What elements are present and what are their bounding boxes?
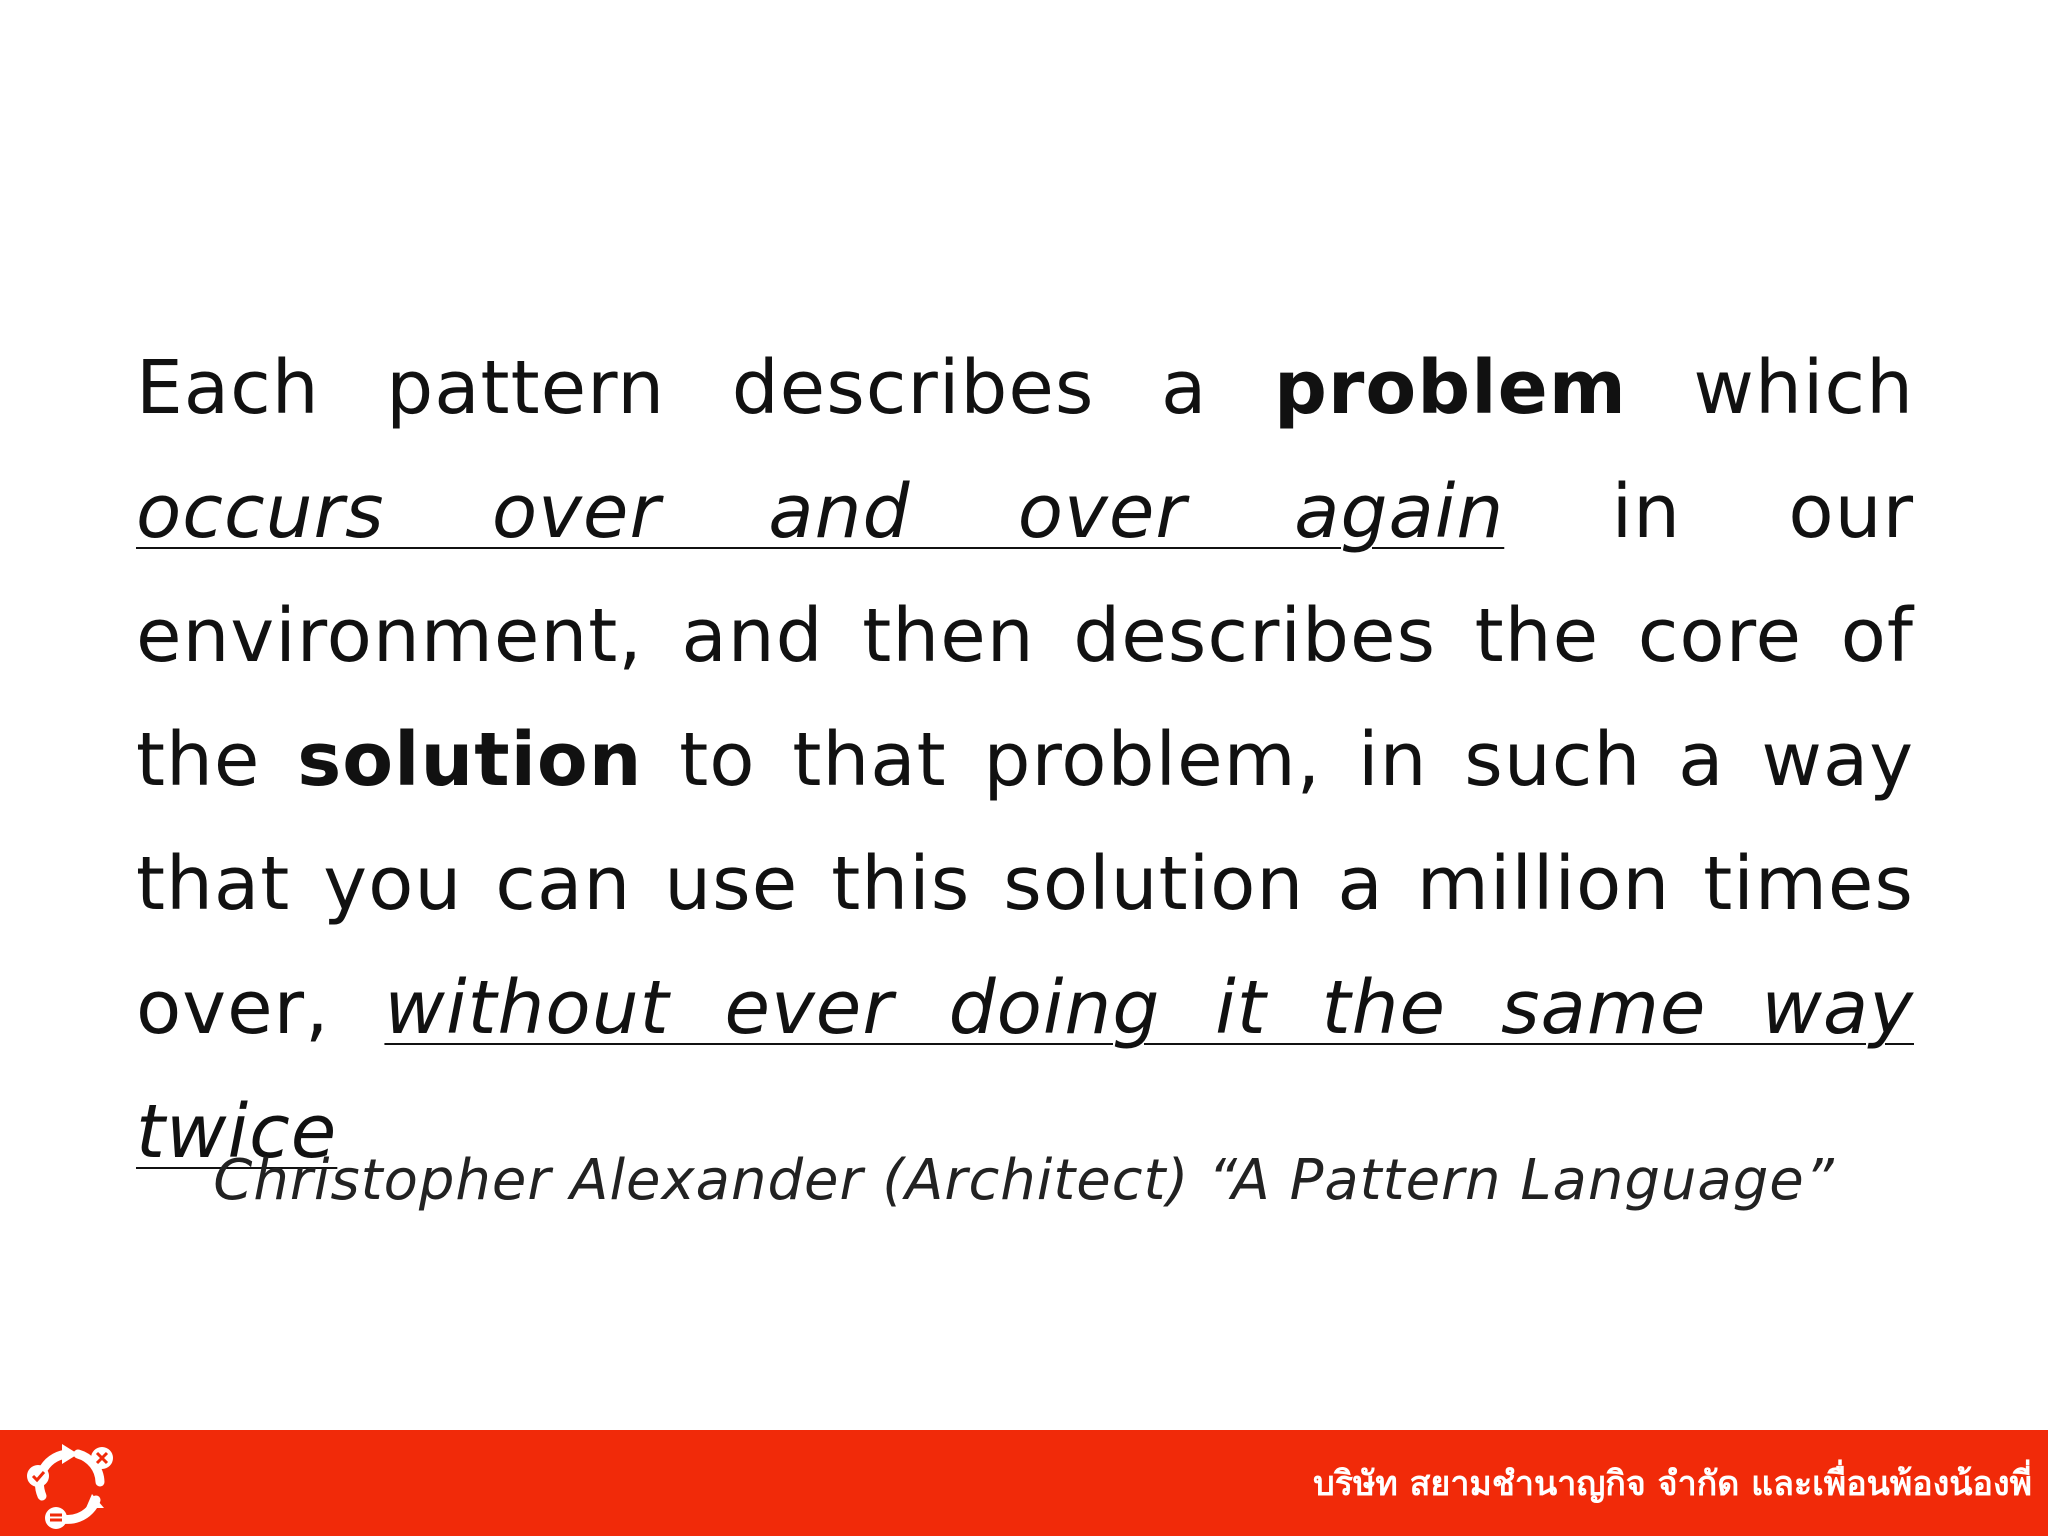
quote-segment-2: which bbox=[1626, 345, 1914, 431]
quote-text bbox=[136, 326, 1914, 1194]
quote-segment-3: in our environment, and then describes the core of the bbox=[136, 469, 1914, 803]
quote-emphasis-without: without ever doing it the same way twice bbox=[136, 965, 1914, 1175]
quote-attribution: Christopher Alexander (Architect) “A Pattern Language” bbox=[213, 1148, 1835, 1213]
quote-keyword-problem: problem bbox=[1273, 345, 1627, 431]
quote-emphasis-occurs: occurs over and over again bbox=[136, 469, 1505, 555]
footer-bar bbox=[0, 1430, 2048, 1536]
quote-segment-1: Each pattern describes a bbox=[136, 345, 1274, 431]
quote-segment-4: to that problem, in such a way that you can use this solution a million times over, bbox=[136, 717, 1914, 1051]
circular-arrows-logo-icon bbox=[20, 1438, 120, 1530]
quote-keyword-solution: solution bbox=[297, 717, 643, 803]
company-name: บริษัท สยามชำนาญกิจ จำกัด และเพื่อนพ้องน้องพี่ bbox=[1313, 1464, 2032, 1504]
